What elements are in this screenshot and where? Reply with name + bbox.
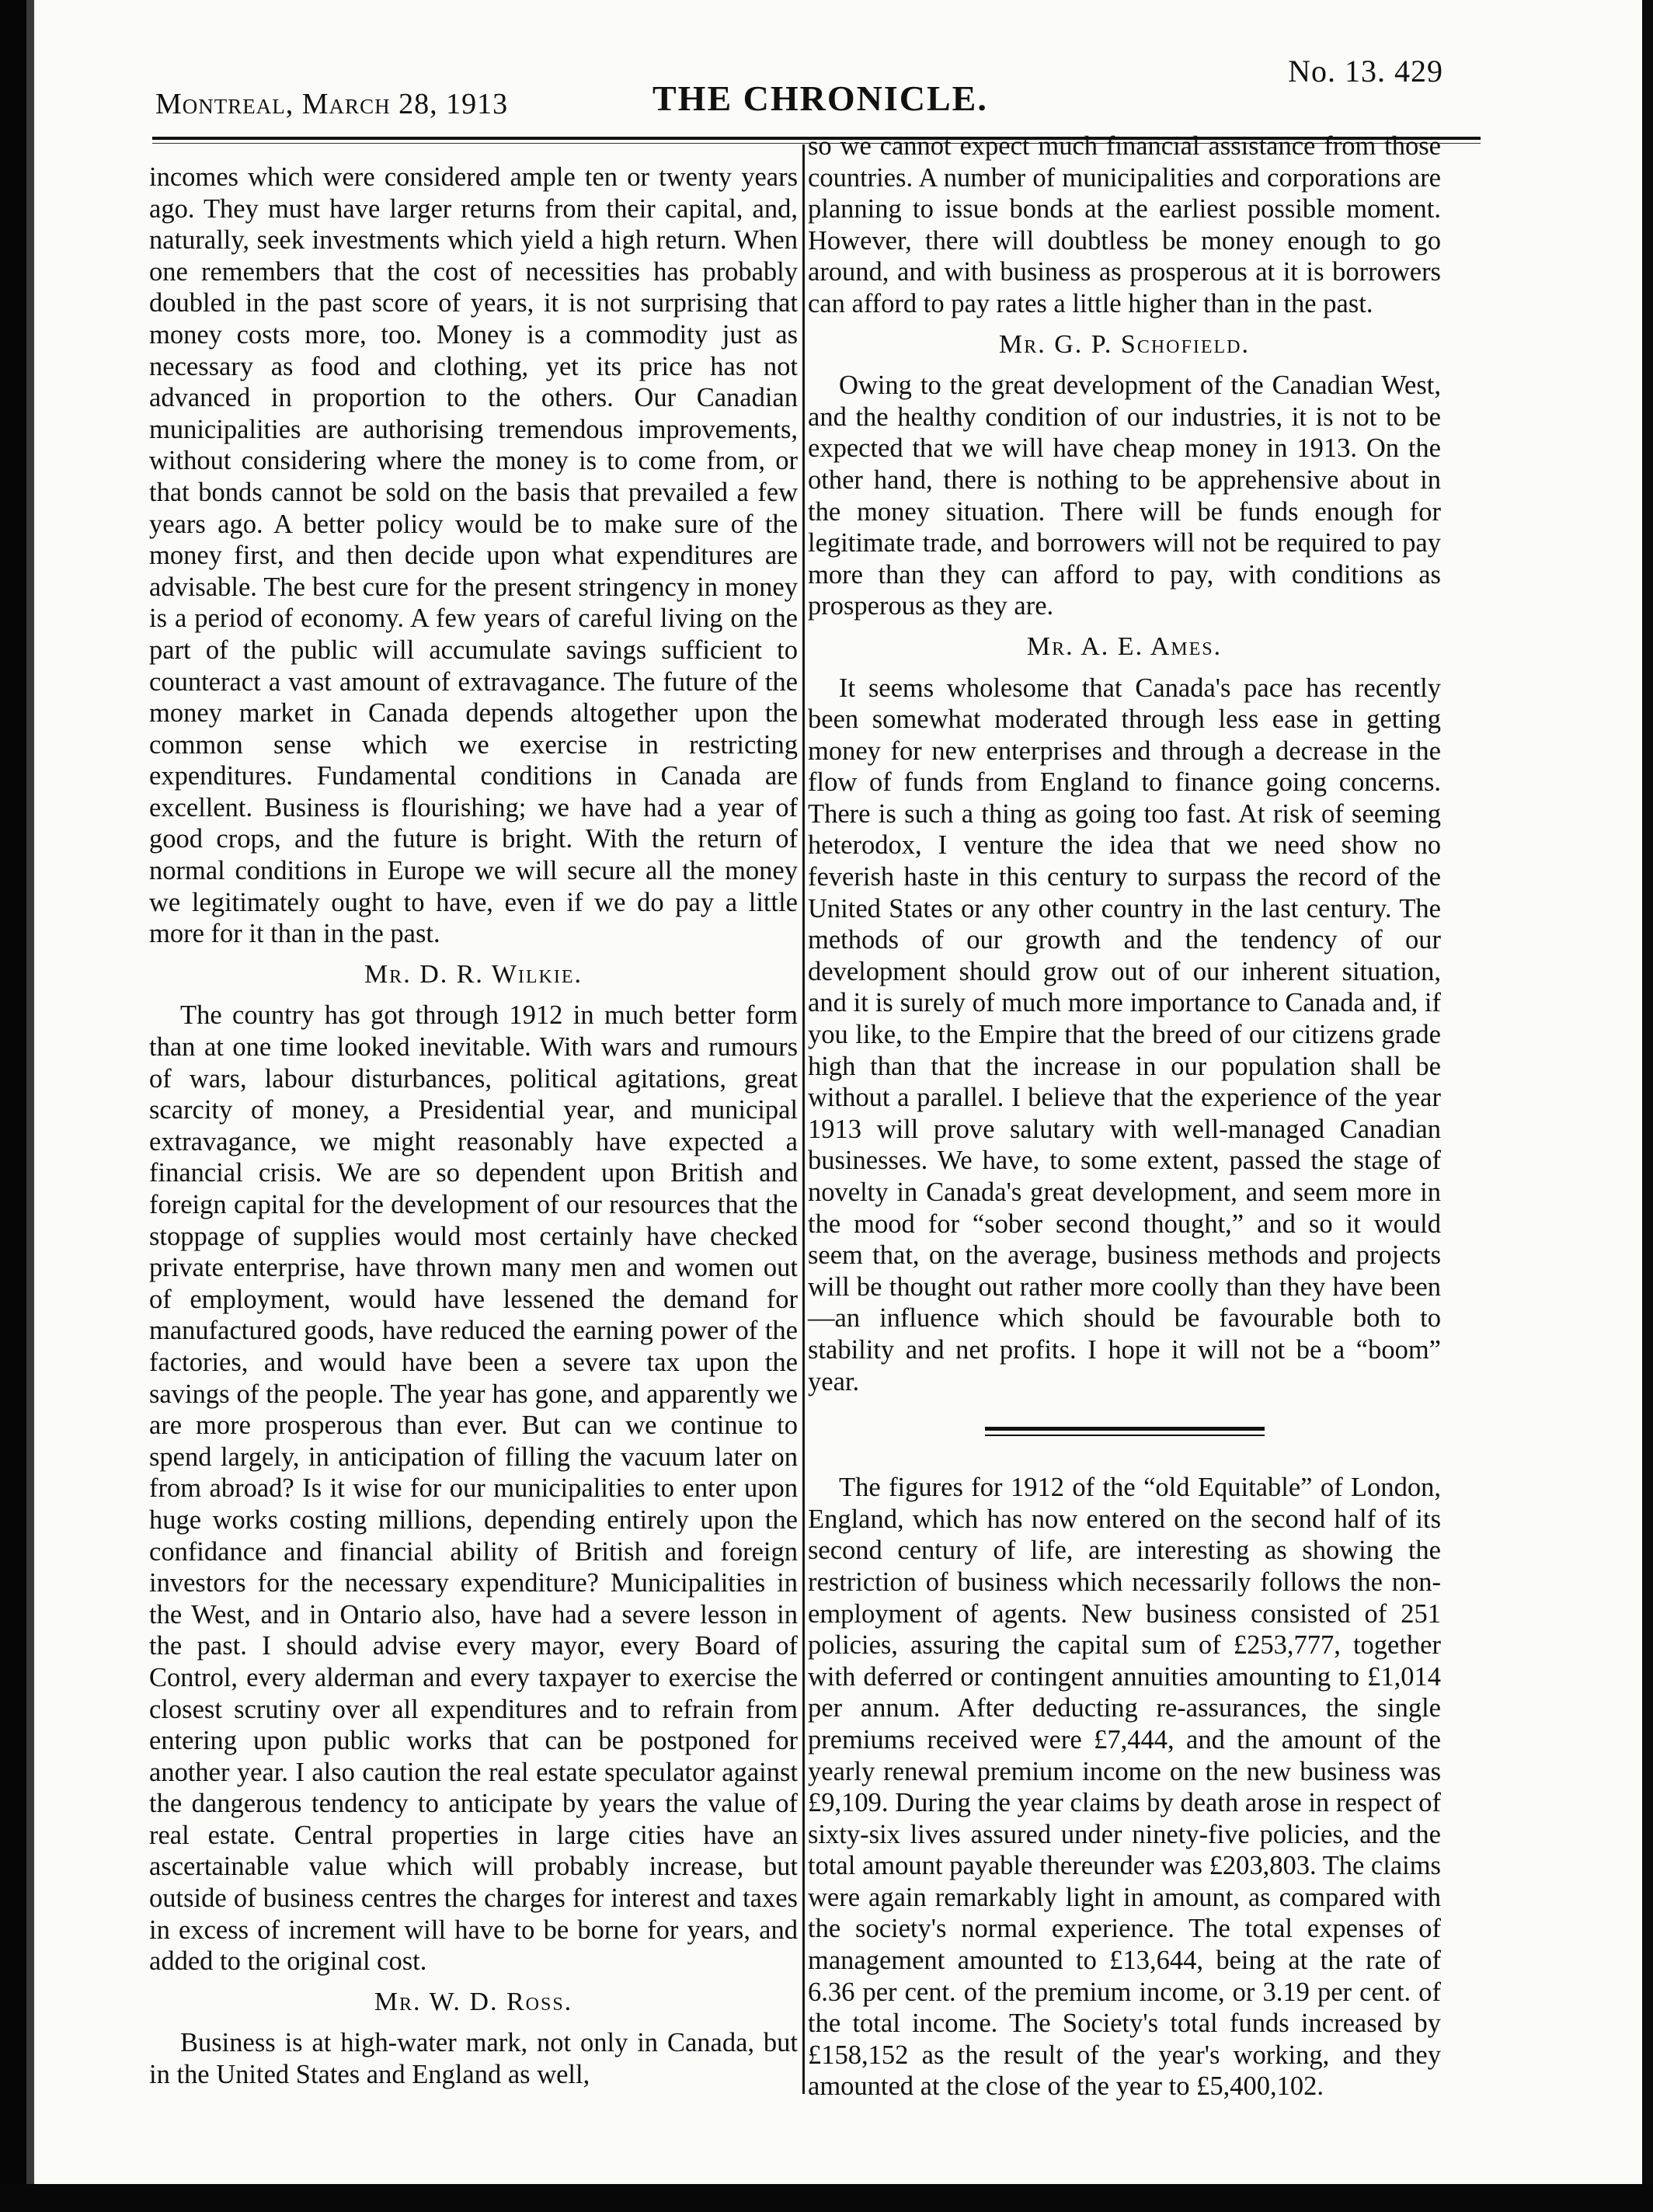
masthead: THE CHRONICLE.: [652, 78, 988, 118]
left-column: [149, 162, 798, 2091]
heading-ross: Mr. W. D. Ross.: [374, 1987, 573, 2016]
paragraph-ames: It seems wholesome that Canada's pace has recently been somewhat moderated through less ease in getting money for new enterprises and through a decrease in the flow of funds from England to finance going concerns. There is such a thing as going too fast. At risk of seeming heterodox, I venture the idea that we need show no feverish haste in this century to surpass the record of the United States or any other country in the last century. The methods of our growth and the tendency of our development should grow out of our inherent situation, and it is surely of much more importance to Canada and, if you like, to the Empire that the breed of our citizens grade high than that the increase in our population shall be without a parallel. I believe that the experience of the year 1913 will prove salutary with well-managed Canadian businesses. We have, to some extent, passed the stage of novelty in Canada's great development, and seem more in the mood for “sober second thought,” and so it would seem that, on the average, business methods and projects will be thought out rather more coolly than they have been—an influence which should be favourable both to stability and net profits. I hope it will not be a “boom” year.: [808, 673, 1441, 1396]
paragraph-ross: Business is at high-water mark, not only in Canada, but in the United States and England as well,: [149, 2028, 798, 2090]
section-divider-thin: [985, 1435, 1265, 1436]
paragraph-ross-continued: so we cannot expect much financial assistance from those countries. A number of municipalities and corporations are planning to issue bonds at the earliest possible moment. However, there will doubtless be money enough to go around, and with business as prosperous at it is borrowers can afford to pay rates a little higher than in the past.: [808, 131, 1441, 318]
column-divider: [802, 144, 805, 2094]
scan-edge-bottom: [0, 2184, 1653, 2212]
paragraph-continued: incomes which were considered ample ten or twenty years ago. They must have larger returns from their capital, and, naturally, seek investments which yield a high return. When one remembers that the cost of necessities has probably doubled in the past score of years, it is not surprising that money costs more, too. Money is a commodity just as necessary as food and clothing, yet its price has not advanced in proportion to the others. Our Canadian municipalities are authorising tremendous improvements, without considering where the money is to come from, or that bonds cannot be sold on the basis that prevailed a few years ago. A better policy would be to make sure of the money first, and then decide upon what expenditures are advisable. The best cure for the present stringency in money is a period of economy. A few years of careful living on the part of the public will accumulate savings sufficient to counteract a vast amount of extravagance. The future of the money market in Canada depends altogether upon the common sense which we exercise in restricting expenditures. Fundamental conditions in Canada are excellent. Business is flourishing; we have had a year of good crops, and the future is bright. With the return of normal conditions in Europe we will secure all the money we legitimately ought to have, even if we do pay a little more for it than in the past.: [149, 162, 798, 949]
scan-edge-right: [1642, 0, 1653, 2212]
scan-edge-left: [0, 0, 26, 2212]
paragraph-schofield: Owing to the great development of the Canadian West, and the healthy condition of our industries, it is not to be expected that we will have cheap money in 1913. On the other hand, there is nothing to be apprehensive about in the money situation. There will be funds enough for legitimate trade, and borrowers will not be required to pay more than they can afford to pay, with conditions as prosperous as they are.: [808, 370, 1441, 621]
heading-wilkie: Mr. D. R. Wilkie.: [364, 959, 583, 989]
dateline: Montreal, March 28, 1913: [155, 88, 509, 120]
heading-ames: Mr. A. E. Ames.: [1026, 631, 1223, 661]
heading-schofield: Mr. G. P. Schofield.: [998, 329, 1250, 359]
scan-shadow-left: [26, 0, 34, 2212]
right-column: [808, 130, 1441, 2102]
section-divider-thick: [985, 1427, 1265, 1431]
section-divider: [985, 1427, 1265, 1436]
issue-number: No. 13. 429: [1288, 54, 1443, 89]
paragraph-wilkie: The country has got through 1912 in much better form than at one time looked inevitable. With wars and rumours of wars, labour disturbances, political agitations, great scarcity of money, a Presidential year, and municipal extravagance, we might reasonably have expected a financial crisis. We are so dependent upon British and foreign capital for the development of our resources that the stoppage of supplies would most certainly have checked private enterprise, have thrown many men and women out of employment, would have lessened the demand for manufactured goods, have reduced the earning power of the factories, and would have been a severe tax upon the savings of the people. The year has gone, and apparently we are more prosperous than ever. But can we continue to spend largely, in anticipation of filling the vacuum later on from abroad? Is it wise for our municipalities to enter upon huge works costing millions, depending entirely upon the confidance and financial ability of British and foreign investors for the necessary expenditure? Municipalities in the West, and in Ontario also, have had a severe lesson in the past. I should advise every mayor, every Board of Control, every alderman and every taxpayer to exercise the closest scrutiny over all expenditures and to refrain from entering upon public works that can be postponed for another year. I also caution the real estate speculator against the dangerous tendency to anticipate by years the value of real estate. Central properties in large cities have an ascertainable value which will probably increase, but outside of business centres the charges for interest and taxes in excess of increment will have to be borne for years, and added to the original cost.: [149, 1000, 798, 1977]
paragraph-equitable: The figures for 1912 of the “old Equitable” of London, England, which has now entered on the second half of its second century of life, are interesting as showing the restriction of business which necessarily follows the non-employment of agents. New business consisted of 251 policies, assuring the capital sum of £253,777, together with deferred or contingent annuities amounting to £1,014 per annum. After deducting re-assurances, the single premiums received were £7,444, and the amount of the yearly renewal premium income on the new business was £9,109. During the year claims by death arose in respect of sixty-six lives assured under ninety-five policies, and the total amount payable thereunder was £203,803. The claims were again remarkably light in amount, as compared with the society's normal experience. The total expenses of management amounted to £13,644, being at the rate of 6.36 per cent. of the premium income, or 3.19 per cent. of the total income. The Society's total funds increased by £158,152 as the result of the year's working, and they amounted at the close of the year to £5,400,102.: [808, 1473, 1441, 2102]
